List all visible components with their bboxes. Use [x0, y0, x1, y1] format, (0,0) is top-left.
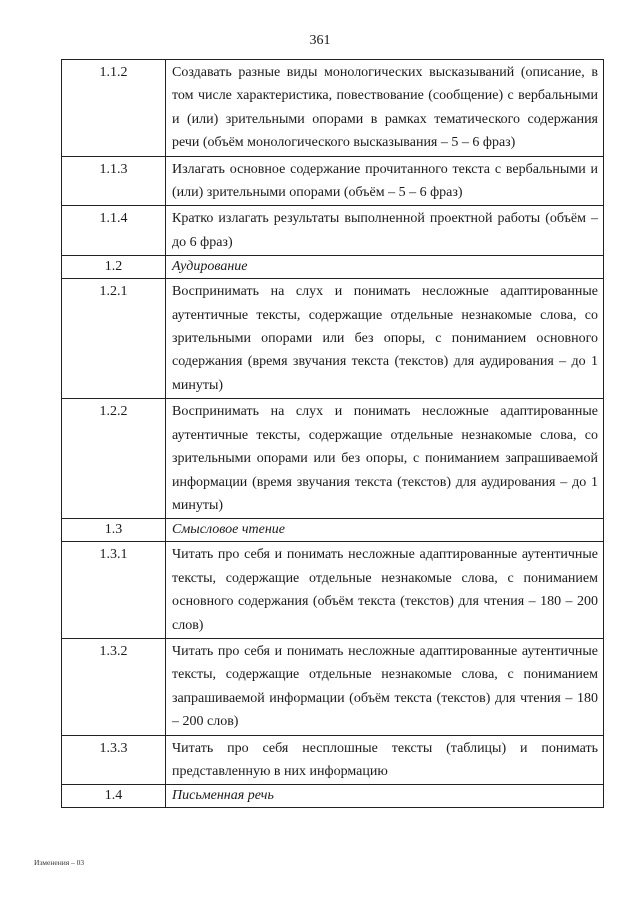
section-number: 1.4 [62, 785, 166, 808]
section-row [62, 785, 604, 808]
section-title: Письменная речь [166, 785, 604, 808]
row-number: 1.3.1 [62, 542, 166, 639]
table-row [62, 399, 604, 519]
table-row [62, 279, 604, 399]
table-row [62, 638, 604, 735]
table-row [62, 206, 604, 256]
row-number: 1.3.2 [62, 638, 166, 735]
row-text: Читать про себя и понимать несложные адаптированные аутентичные тексты, содержащие отдельные незнакомые слова, с пониманием основного содержания (объём текста (текстов) для чтения – 180 – 200 слов) [166, 542, 604, 639]
row-text: Кратко излагать результаты выполненной проектной работы (объём – до 6 фраз) [166, 206, 604, 256]
row-text: Излагать основное содержание прочитанного текста с вербальными и (или) зрительными опорами (объём – 5 – 6 фраз) [166, 156, 604, 206]
section-row [62, 519, 604, 542]
revision-footer: Изменения – 03 [34, 858, 85, 867]
section-title: Смысловое чтение [166, 519, 604, 542]
row-number: 1.3.3 [62, 735, 166, 785]
row-number: 1.1.4 [62, 206, 166, 256]
row-number: 1.1.3 [62, 156, 166, 206]
requirements-table [61, 59, 604, 808]
row-number: 1.2.1 [62, 279, 166, 399]
section-number: 1.2 [62, 256, 166, 279]
row-number: 1.2.2 [62, 399, 166, 519]
section-title: Аудирование [166, 256, 604, 279]
row-text: Создавать разные виды монологических высказываний (описание, в том числе характеристика, повествование (сообщение) с вербальными и (или) зрительными опорами в рамках тематического содержания речи (объём монологического высказывания – 5 – 6 фраз) [166, 60, 604, 157]
row-text: Читать про себя несплошные тексты (таблицы) и понимать представленную в них информацию [166, 735, 604, 785]
table-row [62, 542, 604, 639]
section-row [62, 256, 604, 279]
row-text: Воспринимать на слух и понимать несложные адаптированные аутентичные тексты, содержащие отдельные незнакомые слова, со зрительными опорами или без опоры, с пониманием основного содержания (время звучания текста (текстов) для аудирования – до 1 минуты) [166, 279, 604, 399]
table-row [62, 60, 604, 157]
table-row [62, 735, 604, 785]
section-number: 1.3 [62, 519, 166, 542]
row-text: Читать про себя и понимать несложные адаптированные аутентичные тексты, содержащие отдельные незнакомые слова, с пониманием запрашиваемой информации (объём текста (текстов) для чтения – 180 – 200 слов) [166, 638, 604, 735]
page-number: 361 [309, 33, 331, 48]
row-text: Воспринимать на слух и понимать несложные адаптированные аутентичные тексты, содержащие отдельные незнакомые слова, со зрительными опорами или без опоры, с пониманием запрашиваемой информации (время звучания текста (текстов) для аудирования – до 1 минуты) [166, 399, 604, 519]
row-number: 1.1.2 [62, 60, 166, 157]
table-row [62, 156, 604, 206]
